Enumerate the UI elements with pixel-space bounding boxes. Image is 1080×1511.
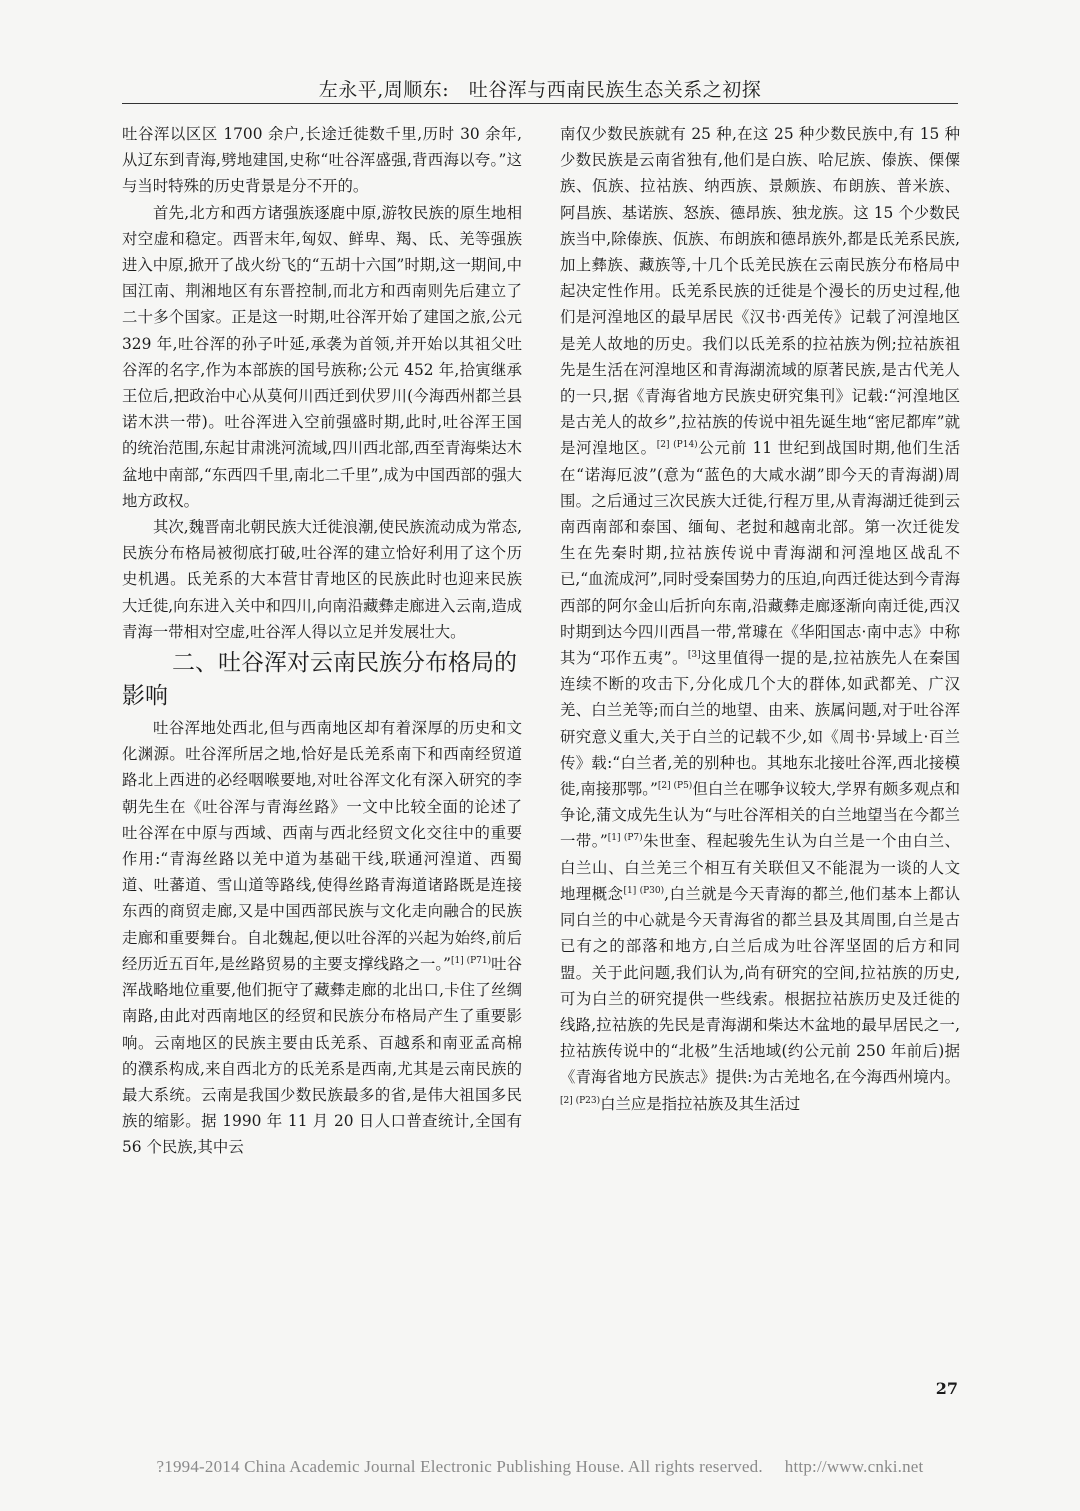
header-title: 左永平,周顺东: 吐谷浑与西南民族生态关系之初探 [318, 79, 762, 101]
left-column [122, 121, 522, 1161]
citation: [1] (P7) [607, 833, 643, 844]
text-run: 朱世奎、程起骏先生认为白兰是一个由白兰、白兰山、白兰羌三个相互有关联但又不能混为一谈的人文地理概念 [560, 832, 960, 903]
text-run: 但白兰在哪争议较大,学界有颇多观点和争论,蒲文成先生认为“与吐谷浑相关的白兰地望当在今都兰一带。” [560, 780, 960, 851]
text-run: 白兰应是指拉祜族及其生活过 [600, 1094, 801, 1113]
citation: [1] (P71) [450, 955, 492, 966]
text-run: 吐谷浑地处西北,但与西南地区却有着深厚的历史和文化渊源。吐谷浑所居之地,恰好是氐羌系南下和西南经贸道路北上西进的必经咽喉要地,对吐谷浑文化有深入研究的李朝先生在《吐谷浑与青海丝路》一文中比较全面的论述了吐谷浑在中原与西域、西南与西北经贸文化交往中的重要作用:“青海丝路以羌中道为基础干线,联通河湟道、西蜀道、吐蕃道、雪山道等路线,使得丝路青海道诸路既是连接东西的商贸走廊,又是中国西部民族与文化走向融合的民族走廊和重要舞台。自北魏起,便以吐谷浑的兴起为始终,前后经历近五百年,是丝路贸易的主要支撑线路之一。” [122, 719, 522, 973]
citation: [2] (P14) [656, 440, 698, 451]
text-run: 南仅少数民族就有 25 种,在这 25 种少数民族中,有 15 种少数民族是云南省独有,他们是白族、哈尼族、傣族、傈僳族、佤族、拉祜族、纳西族、景颇族、布朗族、普米族、阿昌族、基诺族、怒族、德昂族、独龙族。这 15 个少数民族当中,除傣族、佤族、布朗族和德昂族外,都是氐羌系民族,加上彝族、藏族等,十几个氐羌民族在云南民族分布格局中起决定性作用。氐羌系民族的迁徙是个漫长的历史过程,他们是河湟地区的最早居民《汉书·西羌传》记载了河湟地区是羌人故地的历史。我们以氐羌系的拉祜族为例;拉祜族祖先是生活在河湟地区和青海湖流域的原著民族,是古代羌人的一只,据《青海省地方民族史研究集刊》记载:“河湟地区是古羌人的故乡”,拉祜族的传说中祖先诞生地“密尼都库”就是河湟地区。 [560, 125, 960, 458]
paragraph-lahu [560, 121, 960, 1117]
text-run: 这里值得一提的是,拉祜族先人在秦国连续不断的攻击下,分化成几个大的群体,如武都羌、广汉羌、白兰羌等;而白兰的地望、由来、族属问题,对于吐谷浑研究意义重大,关于白兰的记载不少,如《周书·异域上·百兰传》载:“白兰者,羌的别种也。其地东北接吐谷浑,西北接模徙,南接那鄂。” [560, 649, 960, 799]
citation: [1] (P30) [623, 885, 665, 896]
citation: [3] [687, 649, 701, 660]
header-rule [122, 103, 958, 104]
citation: [2] (P23) [560, 1095, 601, 1106]
text-run: 公元前 11 世纪到战国时期,他们生活在“诺海厄波”(意为“蓝色的大咸水湖”即今天的青海湖)周围。之后通过三次民族大迁徙,行程万里,从青海湖迁徙到云南西南部和泰国、缅甸、老挝和越南北部。第一次迁徙发生在先秦时期,拉祜族传说中青海湖和河湟地区战乱不已,“血流成河”,同时受秦国势力的压迫,向西迁徙达到今青海西部的阿尔金山后折向东南,沿藏彝走廊逐渐向南迁徙,西汉时期到达今四川西昌一带,常璩在《华阳国志·南中志》中称其为“邛作五夷”。 [560, 439, 961, 668]
page-number: 27 [935, 1379, 958, 1398]
paragraph-second-reason: 其次,魏晋南北朝民族大迁徙浪潮,使民族流动成为常态,民族分布格局被彻底打破,吐谷浑的建立恰好利用了这个历史机遇。氐羌系的大本营甘青地区的民族此时也迎来民族大迁徙,向东进入关中和四川,向南沿藏彝走廊进入云南,造成青海一带相对空虚,吐谷浑人得以立足并发展壮大。 [122, 518, 522, 641]
section-heading: 二、吐谷浑对云南民族分布格局的影响 [122, 650, 517, 710]
paragraph-continued: 吐谷浑以区区 1700 余户,长途迁徙数千里,历时 30 余年,从辽东到青海,劈地建国,史称“吐谷浑盛强,背西海以夸。”这与当时特殊的历史背景是分不开的。 [122, 125, 522, 196]
paragraph-influence [122, 715, 522, 1160]
footer [0, 1457, 1080, 1477]
right-column [560, 121, 960, 1117]
footer-url[interactable]: http://www.cnki.net [784, 1457, 924, 1476]
text-run: 吐谷浑战略地位重要,他们扼守了藏彝走廊的北出口,卡住了丝绸南路,由此对西南地区的经贸和民族分布格局产生了重要影响。云南地区的民族主要由氐羌系、百越系和南亚孟高棉的濮系构成,来自西北方的氐羌系是西南,尤其是云南民族的最大系统。云南是我国少数民族最多的省,是伟大祖国多民族的缩影。据 1990 年 11 月 20 日人口普查统计,全国有 56 个民族,其中云 [122, 954, 522, 1157]
paragraph-first-reason: 首先,北方和西方诸强族逐鹿中原,游牧民族的原生地相对空虚和稳定。西晋末年,匈奴、鲜卑、羯、氐、羌等强族进入中原,掀开了战火纷飞的“五胡十六国”时期,这一期间,中国江南、荆湘地区有东晋控制,而北方和西南则先后建立了二十多个国家。正是这一时期,吐谷浑开始了建国之旅,公元 329 年,吐谷浑的孙子叶延,承袭为首领,并开始以其祖父吐谷浑的名字,作为本部族的国号族称;公元 452 年,拾寅继承王位后,把政治中心从莫何川西迁到伏罗川(今海西州都兰县诺木洪一带)。吐谷浑进入空前强盛时期,此时,吐谷浑王国的统治范围,东起甘肃洮河流域,四川西北部,西至青海柴达木盆地中南部,“东西四千里,南北二千里”,成为中国西部的强大地方政权。 [122, 203, 522, 510]
running-header [122, 62, 958, 102]
citation: [2] (P5) [657, 780, 693, 791]
footer-copyright: ?1994-2014 China Academic Journal Electronic Publishing House. All rights reserved. [156, 1457, 763, 1476]
text-run: ,白兰就是今天青海的都兰,他们基本上都认同白兰的中心就是今天青海省的都兰县及其周围,白兰是古已有之的部落和地方,白兰后成为吐谷浑坚固的后方和同盟。关于此问题,我们认为,尚有研究的空间,拉祜族的历史,可为白兰的研究提供一些线索。根据拉祜族历史及迁徙的线路,拉祜族的先民是青海湖和柴达木盆地的最早居民之一,拉祜族传说中的“北极”生活地域(约公元前 250 年前后)据《青海省地方民族志》提供:为古羌地名,在今海西州境内。 [560, 884, 960, 1087]
